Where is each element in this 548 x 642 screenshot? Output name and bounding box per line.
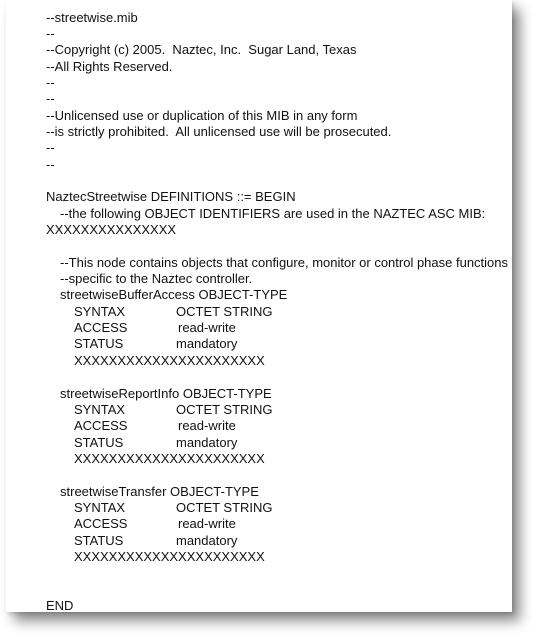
access-key: ACCESS (74, 418, 128, 433)
object-declaration: streetwiseBufferAccess OBJECT-TYPE (60, 287, 288, 302)
access-value: read-write (178, 320, 236, 335)
syntax-value: OCTET STRING (176, 402, 273, 417)
header-line: --streetwise.mib (46, 10, 138, 25)
access-key: ACCESS (74, 516, 128, 531)
header-line: --is strictly prohibited. All unlicensed use will be prosecuted. (46, 124, 392, 139)
access-key: ACCESS (74, 320, 128, 335)
header-line: --Unlicensed use or duplication of this MIB in any form (46, 108, 358, 123)
access-value: read-write (178, 516, 236, 531)
object-declaration: streetwiseReportInfo OBJECT-TYPE (60, 386, 272, 401)
status-value: mandatory (176, 336, 238, 351)
end-keyword: END (46, 598, 74, 613)
header-line: -- (46, 26, 55, 41)
syntax-key: SYNTAX (74, 500, 126, 515)
header-line: -- (46, 140, 55, 155)
syntax-value: OCTET STRING (176, 500, 273, 515)
syntax-key: SYNTAX (74, 402, 126, 417)
definitions-begin: NaztecStreetwise DEFINITIONS ::= BEGIN (46, 189, 296, 204)
object-declaration: streetwiseTransfer OBJECT-TYPE (60, 484, 259, 499)
header-line: --Copyright (c) 2005. Naztec, Inc. Sugar Land, Texas (46, 42, 357, 57)
header-line: --All Rights Reserved. (46, 59, 173, 74)
access-value: read-write (178, 418, 236, 433)
header-line: -- (46, 75, 55, 90)
definitions-oid: XXXXXXXXXXXXXXX (46, 222, 177, 237)
definitions-comment: --the following OBJECT IDENTIFIERS are used in the NAZTEC ASC MIB: (60, 206, 486, 221)
status-value: mandatory (176, 435, 238, 450)
object-oid: XXXXXXXXXXXXXXXXXXXXXX (74, 451, 265, 466)
status-key: STATUS (74, 435, 124, 450)
syntax-value: OCTET STRING (176, 304, 273, 319)
object-oid: XXXXXXXXXXXXXXXXXXXXXX (74, 353, 265, 368)
header-line: -- (46, 91, 55, 106)
node-comment-line: --specific to the Naztec controller. (60, 271, 253, 286)
header-line: -- (46, 157, 55, 172)
status-value: mandatory (176, 533, 238, 548)
node-comment-line: --This node contains objects that configure, monitor or control phase functions (60, 255, 509, 270)
status-key: STATUS (74, 336, 124, 351)
status-key: STATUS (74, 533, 124, 548)
syntax-key: SYNTAX (74, 304, 126, 319)
object-oid: XXXXXXXXXXXXXXXXXXXXXX (74, 549, 265, 564)
